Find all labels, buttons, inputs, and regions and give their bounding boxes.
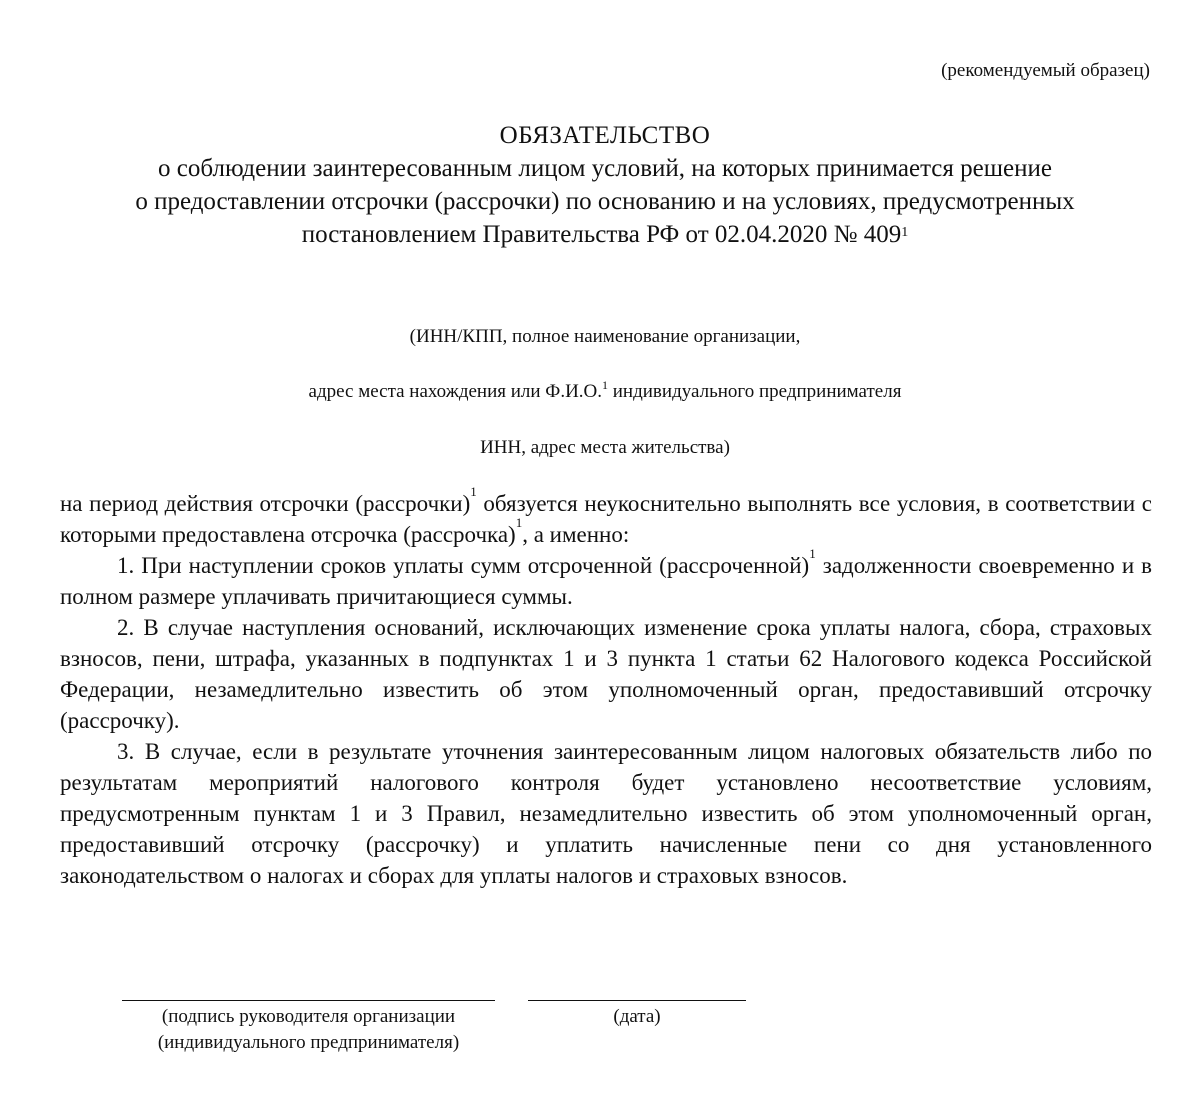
field-caption-organization: (ИНН/КПП, полное наименование организации, [409, 326, 801, 347]
intro-paragraph [60, 484, 1153, 550]
field-caption-inn: ИНН, адрес места жительства) [480, 437, 730, 458]
footnote-mark: 1 [602, 378, 609, 392]
signature-line [122, 1000, 495, 1001]
obligation-body [60, 484, 1153, 891]
obligation-item-2: 2. В случае наступления оснований, исключающих изменение срока уплаты налога, сбора, страховых взносов, пени, штрафа, указанных в подпунктах 1 и 3 пункта 1 статьи 62 Налогового кодекса Российской Федерации, незамедлительно известить об этом уполномоченный орган, предоставивший отсрочку (рассрочку). [60, 615, 1152, 733]
intro-text-1: на период действия отсрочки (рассрочки) [60, 491, 471, 516]
item-1-text-2: задолженности своевременно и в полном размере уплачивать причитающиеся суммы. [60, 553, 1152, 609]
obligation-item-1 [60, 546, 1152, 612]
date-line [528, 1000, 746, 1001]
signature-caption-line-1: (подпись руководителя организации [161, 1006, 456, 1027]
field-caption-address-part1: адрес места нахождения или Ф.И.О. [308, 381, 603, 402]
item-1-text-1: 1. При наступлении сроков уплаты сумм отсроченной (рассроченной) [117, 553, 810, 578]
sample-note: (рекомендуемый образец) [941, 60, 1150, 81]
document-title-block [60, 119, 1150, 251]
intro-text-3: , а именно: [522, 522, 630, 547]
signature-caption-line-2: (индивидуального предпринимателя) [157, 1032, 460, 1053]
document-heading: ОБЯЗАТЕЛЬСТВО [499, 122, 711, 149]
title-line-2: о предоставлении отсрочки (рассрочки) по основанию и на условиях, предусмотренных [135, 188, 1075, 215]
date-caption: (дата) [613, 1006, 661, 1027]
footnote-mark: 1 [515, 515, 523, 530]
title-line-1: о соблюдении заинтересованным лицом условий, на которых принимается решение [158, 155, 1052, 182]
footnote-mark: 1 [470, 484, 477, 499]
title-line-3 [60, 218, 1150, 251]
signature-caption [122, 1004, 495, 1056]
field-caption-address-part2: индивидуального предпринимателя [608, 381, 902, 402]
field-caption-address [60, 378, 1150, 403]
intro-text-2: обязуется неукоснительно выполнять все условия, в соответствии с которыми предоставлена отсрочка (рассрочка) [60, 491, 1153, 547]
title-line-3-text: постановлением Правительства РФ от 02.04.2020 № 409 [301, 221, 902, 248]
footnote-mark: 1 [901, 225, 909, 240]
obligation-item-3: 3. В случае, если в результате уточнения заинтересованным лицом налоговых обязательств либо по результатам мероприятий налогового контроля будет установлено несоответствие условиям, предусмотренным пунктам 1 и 3 Правил, незамедлительно известить об этом уполномоченный орган, предоставивший отсрочку (рассрочку) и уплатить начисленные пени со дня установленного законодательством о налогах и сборах для уплаты налогов и страховых взносов. [60, 739, 1152, 888]
footnote-mark: 1 [809, 546, 816, 561]
